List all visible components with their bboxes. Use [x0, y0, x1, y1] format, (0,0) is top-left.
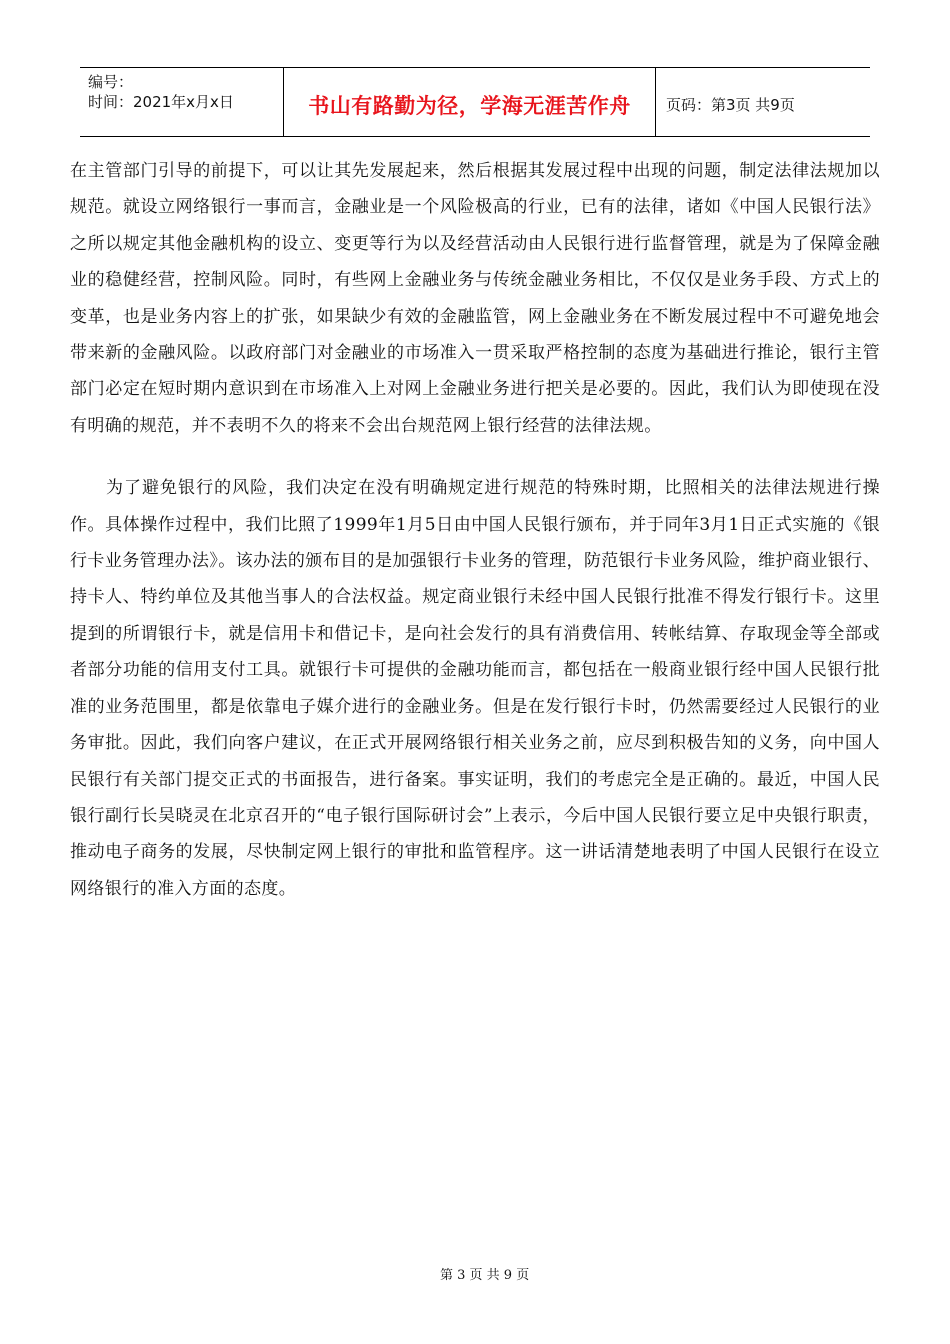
header-meta	[80, 68, 284, 136]
date-label: 时间：2021年x月x日	[88, 93, 234, 111]
paragraph-1: 在主管部门引导的前提下，可以让其先发展起来，然后根据其发展过程中出现的问题，制定法律法规加以规范。就设立网络银行一事而言，金融业是一个风险极高的行业，已有的法律，诸如《中国人民银行法》之所以规定其他金融机构的设立、变更等行为以及经营活动由人民银行进行监督管理，就是为了保障金融业的稳健经营，控制风险。同时，有些网上金融业务与传统金融业务相比，不仅仅是业务手段、方式上的变革，也是业务内容上的扩张，如果缺少有效的金融监管，网上金融业务在不断发展过程中不可避免地会带来新的金融风险。以政府部门对金融业的市场准入一贯采取严格控制的态度为基础进行推论，银行主管部门必定在短时期内意识到在市场准入上对网上金融业务进行把关是必要的。因此，我们认为即使现在没有明确的规范，并不表明不久的将来不会出台规范网上银行经营的法律法规。	[70, 161, 880, 436]
number-label: 编号：	[88, 73, 134, 91]
paragraph-2: 为了避免银行的风险，我们决定在没有明确规定进行规范的特殊时期，比照相关的法律法规进行操作。具体操作过程中，我们比照了1999年1月5日由中国人民银行颁布，并于同年3月1日正式实施的《银行卡业务管理办法》。该办法的颁布目的是加强银行卡业务的管理，防范银行卡业务风险，维护商业银行、持卡人、特约单位及其他当事人的合法权益。规定商业银行未经中国人民银行批准不得发行银行卡。这里提到的所谓银行卡，就是信用卡和借记卡，是向社会发行的具有消费信用、转帐结算、存取现金等全部或者部分功能的信用支付工具。就银行卡可提供的金融功能而言，都包括在一般商业银行经中国人民银行批准的业务范围里，都是依靠电子媒介进行的金融业务。但是在发行银行卡时，仍然需要经过人民银行的业务审批。因此，我们向客户建议，在正式开展网络银行相关业务之前，应尽到积极告知的义务，向中国人民银行有关部门提交正式的书面报告，进行备案。事实证明，我们的考虑完全是正确的。最近，中国人民银行副行长吴晓灵在北京召开的“电子银行国际研讨会”上表示，今后中国人民银行要立足中央银行职责，推动电子商务的发展，尽快制定网上银行的审批和监管程序。这一讲话清楚地表明了中国人民银行在设立网络银行的准入方面的态度。	[70, 478, 880, 899]
document-body	[70, 153, 880, 907]
page-footer: 第 3 页 共 9 页	[440, 1268, 530, 1283]
header-motto: 书山有路勤为径，学海无涯苦作舟	[284, 68, 656, 136]
header-page-info: 页码：第3页 共9页	[666, 95, 795, 114]
paragraph-spacer	[70, 444, 880, 470]
document-header	[80, 67, 870, 137]
